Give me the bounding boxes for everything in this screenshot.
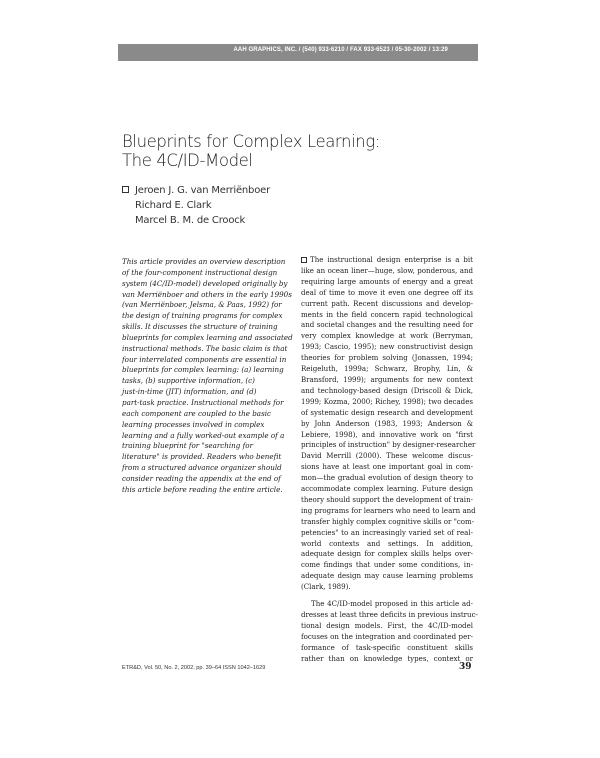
body-line: dresses at least three deficits in previous instruc- (301, 610, 478, 619)
body-paragraph-1 (301, 255, 476, 593)
body-line: and technology-based design (Driscoll & Dick, (301, 385, 473, 395)
body-line: of systematic design research and development (301, 407, 473, 417)
body-line: 1999; Kozma, 2000; Richey, 1998); two decades (301, 396, 473, 406)
body-line: 1993; Cascio, 1995); new constructivist design (301, 342, 473, 352)
author-list (122, 183, 270, 228)
abstract-line: part-task practice. Instructional methods for (122, 397, 284, 407)
abstract-line: (van Merriënboer, Jelsma, & Paas, 1992) for (122, 300, 282, 310)
header-bar (118, 44, 478, 61)
body-line: very complex knowledge at work (Berryman, (301, 331, 473, 341)
author (122, 183, 270, 198)
body-line: Reigeluth, 1999a; Schwarz, Brophy, Lin, & (301, 364, 473, 374)
body-line: deal of time to move it even one degree off its (301, 287, 473, 297)
body-line (301, 255, 473, 266)
square-bullet-icon (301, 257, 307, 263)
footer-citation: ETR&D, Vol. 50, No. 2, 2002, pp. 39–64 ISSN 1042–1629 (122, 665, 266, 671)
abstract-line: consider reading the appendix at the end of (122, 473, 281, 483)
article-title (122, 132, 462, 170)
body-line: adequate design for complex skills helps over- (301, 549, 473, 559)
title-line-1: Blueprints for Complex Learning: (122, 132, 380, 151)
abstract-line: van Merriënboer and others in the early 1990s (122, 289, 292, 299)
body-paragraph-2 (301, 599, 478, 664)
abstract-line: blueprints for complex learning: (a) learning (122, 365, 284, 375)
body-line: ing programs for learners who need to learn and (301, 505, 476, 515)
body-line: like an ocean liner—huge, slow, ponderous, and (301, 265, 473, 275)
body-line: rather than on knowledge types, context or (301, 653, 473, 663)
abstract-line: literature" is provided. Readers who benefit (122, 452, 282, 462)
body-line: adequate design may cause learning problems (301, 571, 473, 581)
abstract-line: tasks, (b) supportive information, (c) (122, 376, 255, 386)
abstract-line: system (4C/ID-model) developed originally by (122, 278, 288, 288)
abstract-line: four interrelated components are essential in (122, 354, 287, 364)
body-line: current path. Recent discussions and develop- (301, 298, 473, 308)
body-line: theories for problem solving (Jonassen, 1994; (301, 353, 473, 363)
abstract-line: just-in-time (JIT) information, and (d) (122, 387, 257, 397)
author-name: Marcel B. M. de Croock (135, 215, 246, 226)
abstract-line: learning and a fully worked-out example of a (122, 430, 285, 440)
body-line: ments in the field concern rapid technological (301, 309, 473, 319)
author (122, 198, 270, 213)
body-line: Lebiere, 1998), and innovative work on "first (301, 429, 473, 439)
page-number: 39 (459, 662, 472, 672)
title-line-2: The 4C/ID-Model (122, 151, 253, 170)
author-name: Jeroen J. G. van Merriënboer (135, 185, 270, 196)
abstract (122, 257, 293, 496)
body-line: (Clark, 1989). (301, 582, 351, 592)
body-line: Bransford, 1999); arguments for new context (301, 374, 473, 384)
body-line: requiring large amounts of energy and a great (301, 276, 473, 286)
body-line: sions have at least one important goal in com- (301, 462, 473, 472)
abstract-line: blueprints for complex learning and associated (122, 332, 293, 342)
body-line: world contexts and settings. In addition, (301, 538, 473, 548)
abstract-line: skills. It discusses the structure of training (122, 322, 278, 332)
author-name: Richard E. Clark (135, 200, 212, 211)
abstract-line: of the four-component instructional design (122, 267, 278, 277)
body-line: petencies" to an increasingly varied set of real- (301, 527, 473, 537)
body-line: David Merrill (2000). These welcome discus- (301, 451, 473, 461)
abstract-line: the design of training programs for complex (122, 311, 283, 321)
abstract-line: instructional methods. The basic claim is that (122, 343, 288, 353)
header-text: AAH GRAPHICS, INC. / (540) 933-6210 / FAX 933-6523 / 05-30-2002 / 13:29 (233, 47, 448, 53)
body-line: accommodate complex learning. Future design (301, 484, 473, 494)
body-line: transfer highly complex cognitive skills or "com- (301, 516, 475, 526)
body-line: theory should support the development of train- (301, 494, 473, 504)
author (122, 213, 270, 228)
body-line: tional design models. First, the 4C/ID-model (301, 620, 473, 630)
body-line: formance of task-specific constituent skills (301, 642, 473, 652)
body-line: The 4C/ID-model proposed in this article ad- (311, 599, 473, 609)
body-line: come findings that under some conditions, in- (301, 560, 473, 570)
abstract-line: training blueprint for "searching for (122, 441, 253, 451)
abstract-line: from a structured advance organizer should (122, 463, 282, 473)
body-line: focuses on the integration and coordinated per- (301, 631, 473, 641)
body-line: and societal changes and the resulting need for (301, 320, 473, 330)
abstract-line: learning processes involved in complex (122, 419, 265, 429)
body-line: by John Anderson (1983, 1993; Anderson & (301, 418, 473, 428)
body-line: mon—the gradual evolution of design theory to (301, 473, 473, 483)
text-line: The instructional design enterprise is a bit (310, 255, 473, 264)
abstract-line: this article before reading the entire article. (122, 484, 283, 494)
abstract-line: each component are coupled to the basic (122, 408, 272, 418)
square-bullet-icon (122, 186, 129, 193)
abstract-line: This article provides an overview description (122, 257, 286, 266)
body-column (301, 255, 478, 665)
body-line: principles of instruction" by designer-researcher (301, 440, 476, 450)
